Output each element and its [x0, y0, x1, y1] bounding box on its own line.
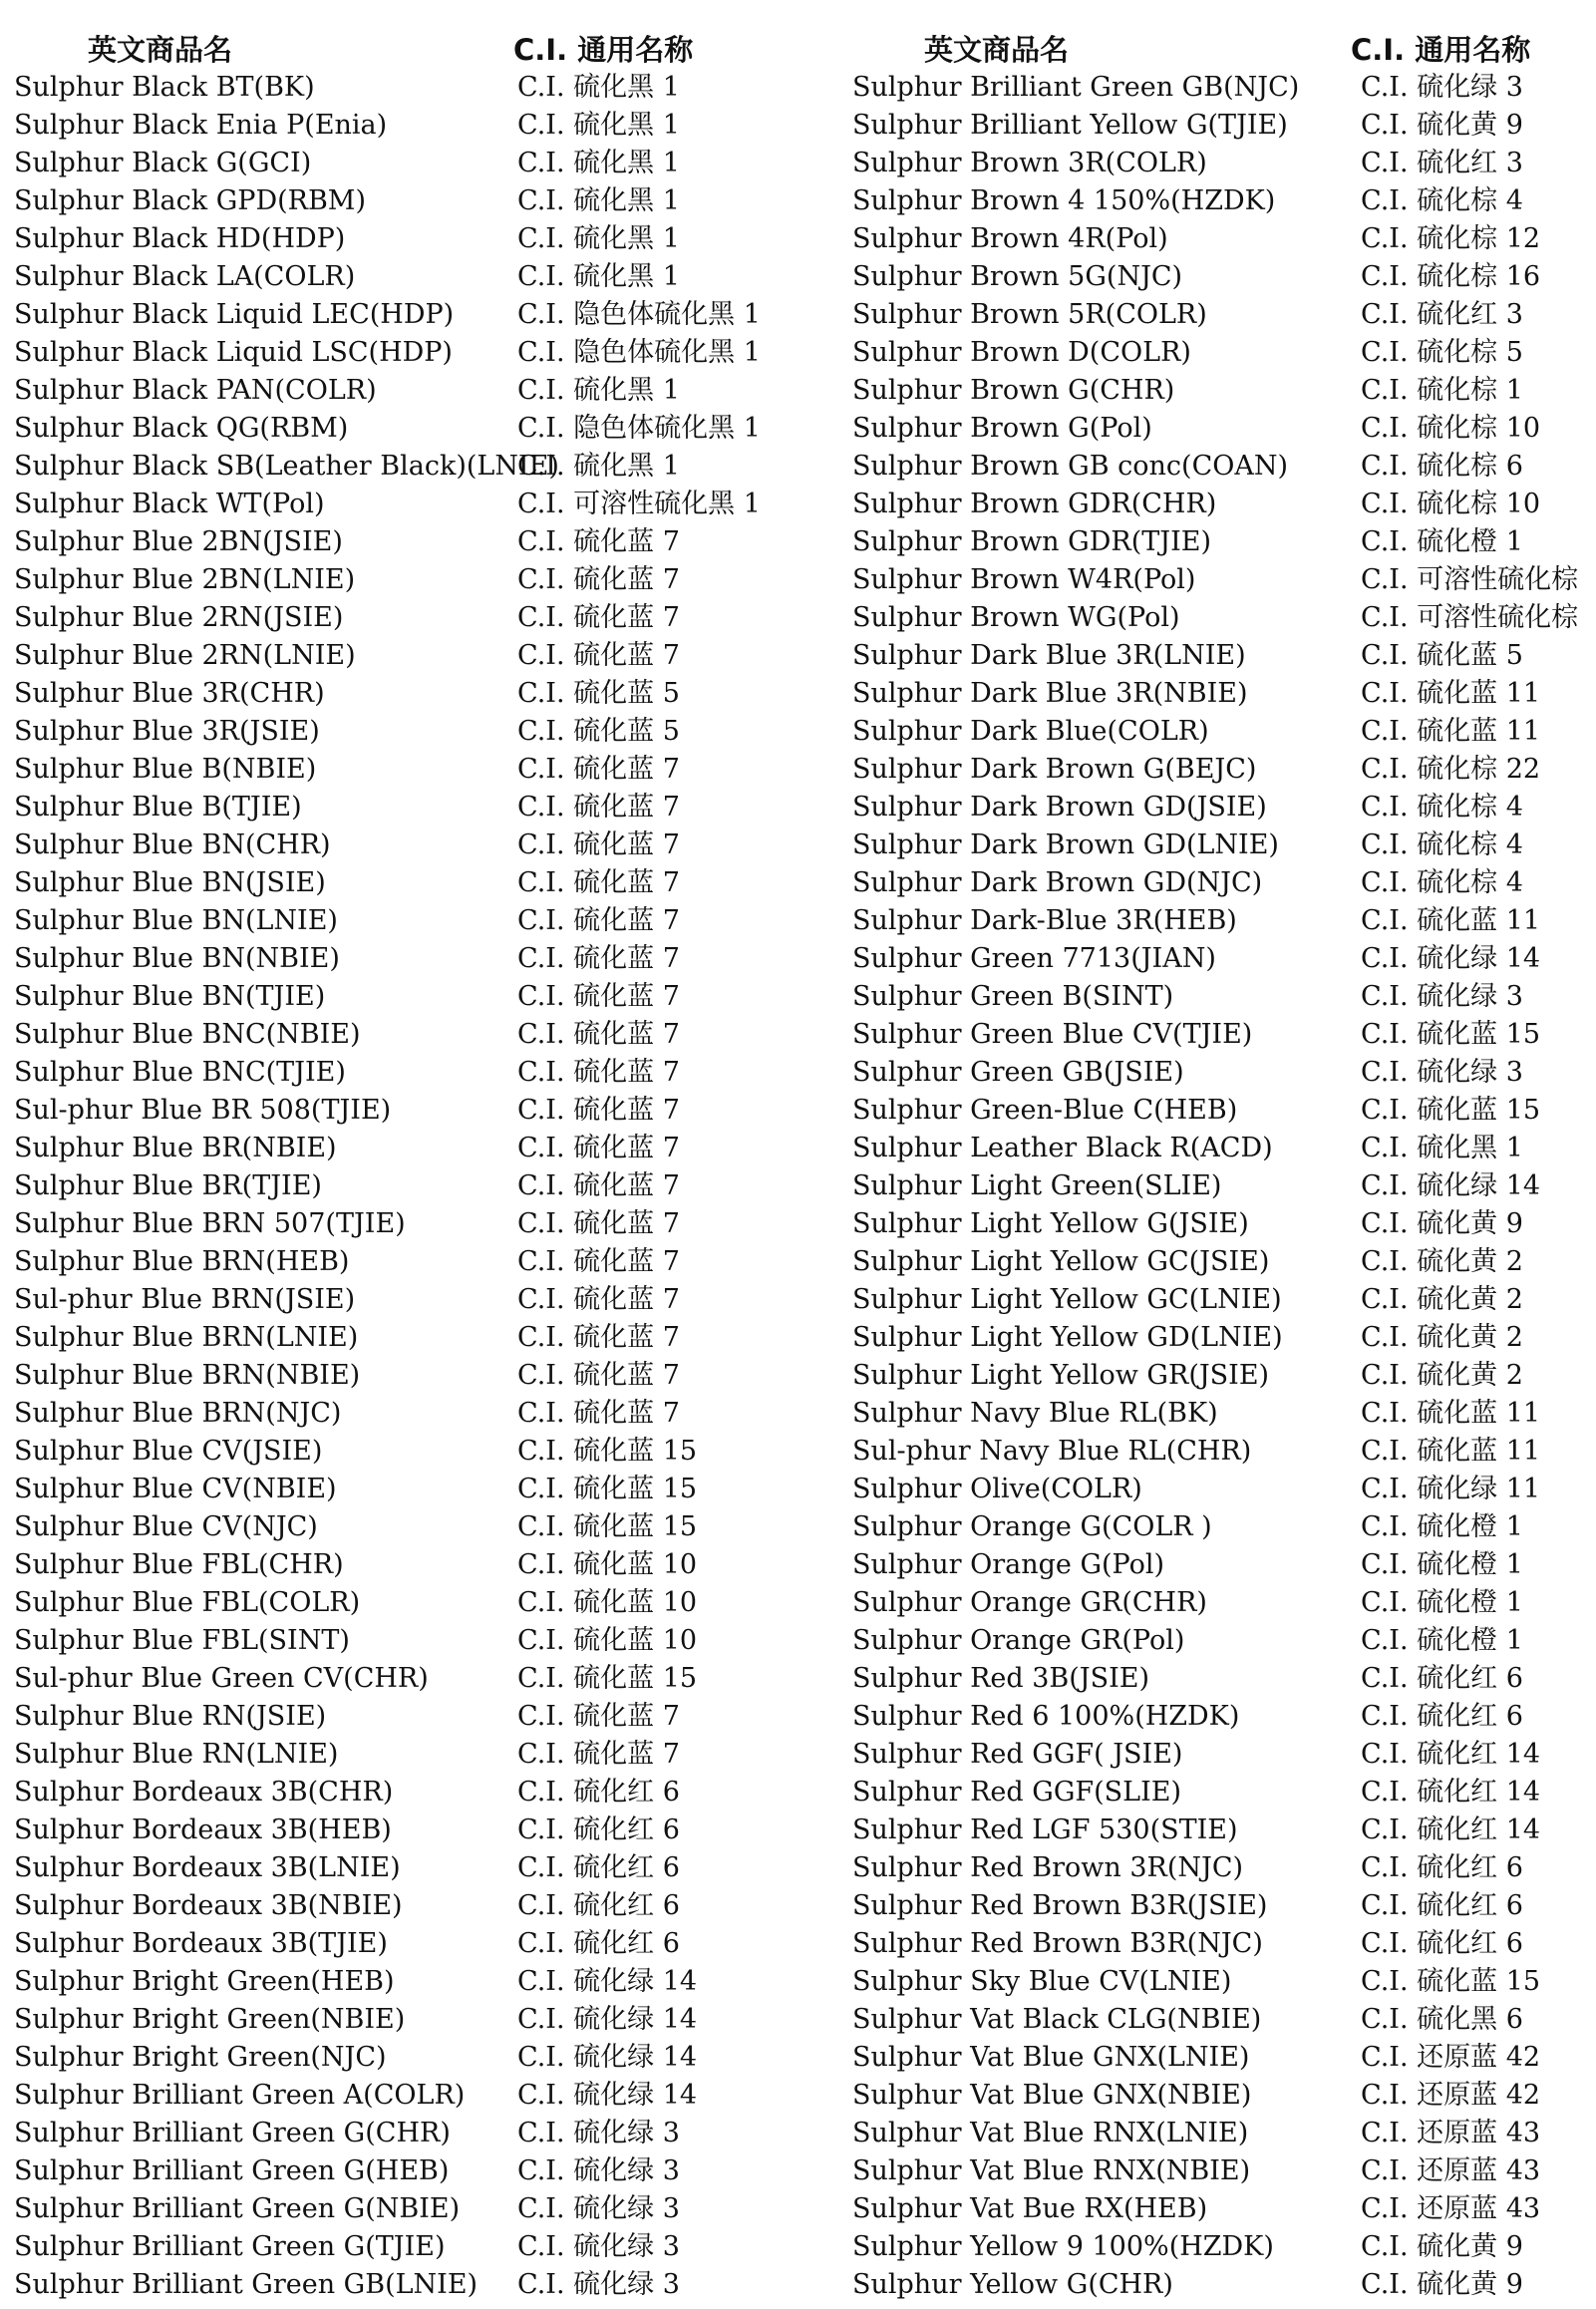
ci-name-cell: C.I. 硫化绿 14	[1361, 943, 1541, 974]
ci-name-cell: C.I. 硫化绿 3	[1361, 72, 1523, 103]
ci-name-cell: C.I. 硫化蓝 7	[517, 1019, 680, 1050]
ci-name-cell: C.I. 硫化黑 1	[517, 261, 680, 292]
ci-name-cell: C.I. 硫化橙 1	[1361, 526, 1523, 557]
trade-name-cell: Sulphur Blue BR(NBIE)	[14, 1133, 337, 1163]
ci-name-cell: C.I. 硫化蓝 5	[517, 716, 680, 747]
trade-name-cell: Sulphur Green Blue CV(TJIE)	[852, 1019, 1253, 1050]
ci-name-cell: C.I. 硫化红 14	[1361, 1739, 1541, 1770]
trade-name-cell: Sulphur Red Brown B3R(NJC)	[852, 1928, 1263, 1959]
trade-name-cell: Sulphur Brilliant Green G(NBIE)	[14, 2193, 461, 2224]
trade-name-cell: Sulphur Red 6 100%(HZDK)	[852, 1701, 1240, 1732]
trade-name-cell: Sulphur Dark Blue(COLR)	[852, 716, 1209, 747]
trade-name-cell: Sulphur Black Enia P(Enia)	[14, 110, 388, 141]
trade-name-cell: Sulphur Brown 4 150%(HZDK)	[852, 185, 1276, 216]
trade-name-cell: Sulphur Bright Green(NJC)	[14, 2042, 387, 2073]
trade-name-cell: Sulphur Blue B(TJIE)	[14, 792, 302, 823]
ci-name-cell: C.I. 硫化蓝 11	[1361, 1436, 1541, 1467]
trade-name-cell: Sulphur Blue BRN(LNIE)	[14, 1322, 359, 1353]
ci-name-cell: C.I. 硫化绿 14	[517, 2042, 698, 2073]
trade-name-cell: Sulphur Black HD(HDP)	[14, 223, 346, 254]
ci-name-cell: C.I. 硫化黑 1	[517, 451, 680, 482]
trade-name-cell: Sulphur Green-Blue C(HEB)	[852, 1095, 1238, 1126]
trade-name-cell: Sulphur Blue BN(TJIE)	[14, 981, 326, 1012]
ci-name-cell: C.I. 硫化红 6	[1361, 1852, 1523, 1883]
trade-name-cell: Sulphur Red LGF 530(STIE)	[852, 1814, 1238, 1845]
trade-name-cell: Sulphur Brown W4R(Pol)	[852, 564, 1196, 595]
ci-name-cell: C.I. 硫化蓝 15	[1361, 1095, 1541, 1126]
trade-name-cell: Sulphur Vat Blue RNX(LNIE)	[852, 2118, 1249, 2148]
ci-name-cell: C.I. 隐色体硫化黑 1	[517, 337, 761, 368]
ci-name-cell: C.I. 硫化蓝 10	[517, 1587, 698, 1618]
trade-name-cell: Sulphur Dark Brown GD(LNIE)	[852, 829, 1279, 860]
trade-name-cell: Sulphur Brown G(Pol)	[852, 413, 1152, 444]
ci-name-cell: C.I. 硫化蓝 10	[517, 1549, 698, 1580]
trade-name-cell: Sulphur Blue BN(NBIE)	[14, 943, 340, 974]
trade-name-cell: Sulphur Brown GB conc(COAN)	[852, 451, 1289, 482]
ci-name-cell: C.I. 硫化蓝 11	[1361, 905, 1541, 936]
ci-name-cell: C.I. 硫化棕 10	[1361, 413, 1541, 444]
ci-name-cell: C.I. 硫化蓝 15	[517, 1663, 698, 1694]
trade-name-cell: Sulphur Blue CV(JSIE)	[14, 1436, 323, 1467]
ci-name-cell: C.I. 硫化橙 1	[1361, 1549, 1523, 1580]
trade-name-cell: Sulphur Red Brown 3R(NJC)	[852, 1852, 1244, 1883]
ci-name-cell: C.I. 硫化黄 2	[1361, 1246, 1523, 1277]
trade-name-cell: Sulphur Black BT(BK)	[14, 72, 315, 103]
trade-name-cell: Sulphur Blue FBL(COLR)	[14, 1587, 361, 1618]
ci-name-cell: C.I. 硫化红 6	[1361, 1890, 1523, 1921]
ci-name-cell: C.I. 硫化橙 1	[1361, 1625, 1523, 1656]
ci-name-cell: C.I. 硫化蓝 7	[517, 754, 680, 785]
ci-name-cell: C.I. 硫化绿 14	[517, 2004, 698, 2035]
trade-name-cell: Sulphur Light Yellow GC(LNIE)	[852, 1284, 1282, 1315]
ci-name-cell: C.I. 硫化红 6	[1361, 1701, 1523, 1732]
ci-name-cell: C.I. 硫化绿 3	[517, 2269, 680, 2300]
ci-name-cell: C.I. 硫化黑 1	[1361, 1133, 1523, 1163]
ci-name-cell: C.I. 硫化蓝 15	[517, 1474, 698, 1504]
ci-name-cell: C.I. 硫化黄 2	[1361, 1360, 1523, 1391]
trade-name-cell: Sulphur Light Yellow G(JSIE)	[852, 1208, 1249, 1239]
ci-name-cell: C.I. 可溶性硫化棕	[1361, 564, 1579, 595]
ci-name-cell: C.I. 硫化蓝 7	[517, 1133, 680, 1163]
trade-name-cell: Sulphur Blue CV(NJC)	[14, 1511, 318, 1542]
trade-name-cell: Sulphur Green B(SINT)	[852, 981, 1174, 1012]
ci-name-cell: C.I. 硫化蓝 7	[517, 829, 680, 860]
ci-name-cell: C.I. 硫化蓝 7	[517, 602, 680, 633]
trade-name-cell: Sulphur Bordeaux 3B(NBIE)	[14, 1890, 403, 1921]
trade-name-cell: Sulphur Blue 2BN(LNIE)	[14, 564, 356, 595]
ci-name-cell: C.I. 硫化蓝 11	[1361, 716, 1541, 747]
trade-name-cell: Sulphur Brown 3R(COLR)	[852, 148, 1207, 178]
trade-name-cell: Sulphur Blue FBL(CHR)	[14, 1549, 344, 1580]
ci-name-cell: C.I. 硫化棕 1	[1361, 375, 1523, 406]
trade-name-cell: Sulphur Black Liquid LSC(HDP)	[14, 337, 453, 368]
ci-name-cell: C.I. 硫化蓝 7	[517, 943, 680, 974]
trade-name-cell: Sulphur Blue BRN 507(TJIE)	[14, 1208, 406, 1239]
ci-name-cell: C.I. 硫化橙 1	[1361, 1511, 1523, 1542]
ci-name-cell: C.I. 硫化黄 9	[1361, 2231, 1523, 2262]
trade-name-cell: Sulphur Black LA(COLR)	[14, 261, 356, 292]
ci-name-cell: C.I. 硫化蓝 7	[517, 1360, 680, 1391]
ci-name-cell: C.I. 硫化橙 1	[1361, 1587, 1523, 1618]
trade-name-cell: Sulphur Brown GDR(CHR)	[852, 489, 1217, 519]
ci-name-cell: C.I. 硫化蓝 11	[1361, 678, 1541, 709]
trade-name-cell: Sulphur Blue BNC(NBIE)	[14, 1019, 361, 1050]
trade-name-cell: Sulphur Blue RN(LNIE)	[14, 1739, 339, 1770]
trade-name-cell: Sulphur Brown G(CHR)	[852, 375, 1175, 406]
ci-name-cell: C.I. 硫化红 6	[1361, 1663, 1523, 1694]
ci-name-cell: C.I. 还原蓝 43	[1361, 2155, 1541, 2186]
ci-name-cell: C.I. 还原蓝 43	[1361, 2118, 1541, 2148]
trade-name-cell: Sulphur Brown GDR(TJIE)	[852, 526, 1211, 557]
ci-name-cell: C.I. 硫化蓝 7	[517, 1701, 680, 1732]
ci-name-cell: C.I. 硫化黑 6	[1361, 2004, 1523, 2035]
ci-name-cell: C.I. 硫化蓝 7	[517, 1284, 680, 1315]
ci-name-cell: C.I. 还原蓝 42	[1361, 2080, 1541, 2111]
trade-name-cell: Sulphur Blue RN(JSIE)	[14, 1701, 327, 1732]
trade-name-cell: Sulphur Blue BRN(HEB)	[14, 1246, 350, 1277]
ci-name-cell: C.I. 硫化红 14	[1361, 1814, 1541, 1845]
ci-name-cell: C.I. 硫化绿 3	[517, 2155, 680, 2186]
ci-name-cell: C.I. 硫化蓝 7	[517, 981, 680, 1012]
trade-name-cell: Sulphur Brilliant Green G(HEB)	[14, 2155, 450, 2186]
trade-name-cell: Sulphur Blue BR(TJIE)	[14, 1170, 322, 1201]
trade-name-cell: Sulphur Brilliant Green G(TJIE)	[14, 2231, 446, 2262]
left-header-name: 英文商品名	[88, 33, 233, 67]
ci-name-cell: C.I. 硫化蓝 7	[517, 867, 680, 898]
trade-name-cell: Sulphur Brilliant Green GB(LNIE)	[14, 2269, 479, 2300]
trade-name-cell: Sulphur Bright Green(HEB)	[14, 1966, 395, 1997]
ci-name-cell: C.I. 硫化蓝 15	[517, 1511, 698, 1542]
trade-name-cell: Sulphur Brown 4R(Pol)	[852, 223, 1168, 254]
ci-name-cell: C.I. 硫化棕 4	[1361, 829, 1523, 860]
trade-name-cell: Sulphur Blue B(NBIE)	[14, 754, 317, 785]
ci-name-cell: C.I. 硫化红 6	[517, 1777, 680, 1808]
trade-name-cell: Sulphur Blue FBL(SINT)	[14, 1625, 350, 1656]
trade-name-cell: Sulphur Red 3B(JSIE)	[852, 1663, 1150, 1694]
ci-name-cell: C.I. 硫化棕 16	[1361, 261, 1541, 292]
trade-name-cell: Sulphur Black Liquid LEC(HDP)	[14, 299, 455, 330]
ci-name-cell: C.I. 可溶性硫化黑 1	[517, 489, 761, 519]
ci-name-cell: C.I. 硫化黄 9	[1361, 110, 1523, 141]
ci-name-cell: C.I. 硫化黑 1	[517, 223, 680, 254]
trade-name-cell: Sulphur Orange GR(CHR)	[852, 1587, 1207, 1618]
trade-name-cell: Sulphur Brilliant Green GB(NJC)	[852, 72, 1300, 103]
ci-name-cell: C.I. 硫化蓝 15	[1361, 1019, 1541, 1050]
trade-name-cell: Sul-phur Navy Blue RL(CHR)	[852, 1436, 1252, 1467]
ci-name-cell: C.I. 硫化绿 14	[517, 1966, 698, 1997]
trade-name-cell: Sulphur Blue BNC(TJIE)	[14, 1057, 346, 1088]
trade-name-cell: Sulphur Blue 3R(CHR)	[14, 678, 325, 709]
ci-name-cell: C.I. 硫化棕 22	[1361, 754, 1541, 785]
ci-name-cell: C.I. 硫化黑 1	[517, 185, 680, 216]
ci-name-cell: C.I. 硫化黑 1	[517, 375, 680, 406]
ci-name-cell: C.I. 硫化黄 9	[1361, 2269, 1523, 2300]
ci-name-cell: C.I. 硫化棕 4	[1361, 792, 1523, 823]
trade-name-cell: Sulphur Blue BRN(NJC)	[14, 1398, 342, 1429]
ci-name-cell: C.I. 硫化绿 11	[1361, 1474, 1541, 1504]
trade-name-cell: Sulphur Vat Blue RNX(NBIE)	[852, 2155, 1251, 2186]
ci-name-cell: C.I. 硫化蓝 7	[517, 640, 680, 671]
ci-name-cell: C.I. 硫化棕 5	[1361, 337, 1523, 368]
ci-name-cell: C.I. 硫化黑 1	[517, 110, 680, 141]
trade-name-cell: Sulphur Blue 2RN(LNIE)	[14, 640, 356, 671]
trade-name-cell: Sulphur Blue BN(CHR)	[14, 829, 331, 860]
trade-name-cell: Sulphur Black SB(Leather Black)(LNIE)	[14, 451, 559, 482]
trade-name-cell: Sulphur Blue 2RN(JSIE)	[14, 602, 344, 633]
ci-name-cell: C.I. 硫化蓝 10	[517, 1625, 698, 1656]
trade-name-cell: Sulphur Black QG(RBM)	[14, 413, 349, 444]
ci-name-cell: C.I. 隐色体硫化黑 1	[517, 413, 761, 444]
ci-name-cell: C.I. 硫化蓝 7	[517, 1398, 680, 1429]
trade-name-cell: Sulphur Black GPD(RBM)	[14, 185, 366, 216]
ci-name-cell: C.I. 硫化绿 3	[517, 2193, 680, 2224]
trade-name-cell: Sulphur Yellow G(CHR)	[852, 2269, 1173, 2300]
trade-name-cell: Sulphur Red GGF( JSIE)	[852, 1739, 1183, 1770]
ci-name-cell: C.I. 硫化红 6	[1361, 1928, 1523, 1959]
ci-name-cell: C.I. 硫化蓝 7	[517, 526, 680, 557]
ci-name-cell: C.I. 硫化蓝 7	[517, 1208, 680, 1239]
ci-name-cell: C.I. 硫化绿 14	[517, 2080, 698, 2111]
ci-name-cell: C.I. 硫化绿 3	[1361, 981, 1523, 1012]
ci-name-cell: C.I. 硫化绿 14	[1361, 1170, 1541, 1201]
ci-name-cell: C.I. 硫化黑 1	[517, 72, 680, 103]
trade-name-cell: Sulphur Light Yellow GR(JSIE)	[852, 1360, 1270, 1391]
trade-name-cell: Sul-phur Blue BR 508(TJIE)	[14, 1095, 392, 1126]
trade-name-cell: Sulphur Blue 2BN(JSIE)	[14, 526, 343, 557]
ci-name-cell: C.I. 硫化蓝 11	[1361, 1398, 1541, 1429]
trade-name-cell: Sulphur Red Brown B3R(JSIE)	[852, 1890, 1268, 1921]
ci-name-cell: C.I. 硫化红 3	[1361, 148, 1523, 178]
ci-name-cell: C.I. 硫化绿 3	[517, 2118, 680, 2148]
trade-name-cell: Sulphur Navy Blue RL(BK)	[852, 1398, 1218, 1429]
trade-name-cell: Sulphur Light Green(SLIE)	[852, 1170, 1222, 1201]
ci-name-cell: C.I. 硫化蓝 7	[517, 564, 680, 595]
trade-name-cell: Sulphur Brown D(COLR)	[852, 337, 1191, 368]
left-header-ci: C.I. 通用名称	[513, 33, 694, 67]
right-header-ci: C.I. 通用名称	[1351, 33, 1531, 67]
trade-name-cell: Sulphur Black WT(Pol)	[14, 489, 325, 519]
trade-name-cell: Sulphur Dark Brown GD(NJC)	[852, 867, 1263, 898]
ci-name-cell: C.I. 硫化棕 6	[1361, 451, 1523, 482]
trade-name-cell: Sulphur Brilliant Green G(CHR)	[14, 2118, 451, 2148]
trade-name-cell: Sulphur Bright Green(NBIE)	[14, 2004, 406, 2035]
ci-name-cell: C.I. 硫化黄 2	[1361, 1284, 1523, 1315]
trade-name-cell: Sulphur Blue 3R(JSIE)	[14, 716, 320, 747]
ci-name-cell: C.I. 硫化蓝 7	[517, 1246, 680, 1277]
trade-name-cell: Sulphur Blue BN(LNIE)	[14, 905, 338, 936]
ci-name-cell: C.I. 硫化红 6	[517, 1814, 680, 1845]
ci-name-cell: C.I. 还原蓝 43	[1361, 2193, 1541, 2224]
trade-name-cell: Sulphur Light Yellow GC(JSIE)	[852, 1246, 1270, 1277]
ci-name-cell: C.I. 硫化黑 1	[517, 148, 680, 178]
trade-name-cell: Sulphur Orange G(COLR )	[852, 1511, 1212, 1542]
trade-name-cell: Sulphur Yellow 9 100%(HZDK)	[852, 2231, 1274, 2262]
ci-name-cell: C.I. 硫化绿 3	[1361, 1057, 1523, 1088]
trade-name-cell: Sulphur Bordeaux 3B(LNIE)	[14, 1852, 401, 1883]
trade-name-cell: Sulphur Brilliant Yellow G(TJIE)	[852, 110, 1288, 141]
trade-name-cell: Sulphur Bordeaux 3B(TJIE)	[14, 1928, 388, 1959]
trade-name-cell: Sulphur Red GGF(SLIE)	[852, 1777, 1181, 1808]
trade-name-cell: Sulphur Brown 5R(COLR)	[852, 299, 1207, 330]
trade-name-cell: Sulphur Vat Blue GNX(LNIE)	[852, 2042, 1250, 2073]
ci-name-cell: C.I. 硫化蓝 7	[517, 792, 680, 823]
trade-name-cell: Sulphur Bordeaux 3B(HEB)	[14, 1814, 392, 1845]
ci-name-cell: C.I. 硫化绿 3	[517, 2231, 680, 2262]
trade-name-cell: Sulphur Leather Black R(ACD)	[852, 1133, 1273, 1163]
trade-name-cell: Sulphur Brown 5G(NJC)	[852, 261, 1183, 292]
ci-name-cell: C.I. 硫化黄 9	[1361, 1208, 1523, 1239]
trade-name-cell: Sulphur Black PAN(COLR)	[14, 375, 377, 406]
ci-name-cell: C.I. 硫化蓝 7	[517, 1095, 680, 1126]
ci-name-cell: C.I. 硫化蓝 7	[517, 1170, 680, 1201]
trade-name-cell: Sulphur Black G(GCI)	[14, 148, 312, 178]
trade-name-cell: Sulphur Dark Brown G(BEJC)	[852, 754, 1257, 785]
trade-name-cell: Sulphur Green 7713(JIAN)	[852, 943, 1216, 974]
ci-name-cell: C.I. 硫化红 6	[517, 1852, 680, 1883]
trade-name-cell: Sulphur Dark Blue 3R(NBIE)	[852, 678, 1248, 709]
trade-name-cell: Sulphur Green GB(JSIE)	[852, 1057, 1184, 1088]
ci-name-cell: C.I. 可溶性硫化棕	[1361, 602, 1579, 633]
trade-name-cell: Sulphur Light Yellow GD(LNIE)	[852, 1322, 1283, 1353]
trade-name-cell: Sul-phur Blue Green CV(CHR)	[14, 1663, 429, 1694]
trade-name-cell: Sulphur Olive(COLR)	[852, 1474, 1142, 1504]
ci-name-cell: C.I. 硫化棕 4	[1361, 867, 1523, 898]
trade-name-cell: Sulphur Vat Blue GNX(NBIE)	[852, 2080, 1252, 2111]
trade-name-cell: Sulphur Orange G(Pol)	[852, 1549, 1165, 1580]
ci-name-cell: C.I. 硫化红 6	[517, 1890, 680, 1921]
trade-name-cell: Sulphur Dark-Blue 3R(HEB)	[852, 905, 1237, 936]
trade-name-cell: Sulphur Orange GR(Pol)	[852, 1625, 1185, 1656]
ci-name-cell: C.I. 硫化蓝 7	[517, 905, 680, 936]
trade-name-cell: Sulphur Vat Bue RX(HEB)	[852, 2193, 1208, 2224]
ci-name-cell: C.I. 硫化蓝 15	[517, 1436, 698, 1467]
ci-name-cell: C.I. 硫化棕 12	[1361, 223, 1541, 254]
trade-name-cell: Sulphur Dark Blue 3R(LNIE)	[852, 640, 1246, 671]
trade-name-cell: Sul-phur Blue BRN(JSIE)	[14, 1284, 356, 1315]
ci-name-cell: C.I. 硫化蓝 7	[517, 1739, 680, 1770]
trade-name-cell: Sulphur Blue CV(NBIE)	[14, 1474, 337, 1504]
ci-name-cell: C.I. 隐色体硫化黑 1	[517, 299, 761, 330]
right-header-name: 英文商品名	[924, 33, 1070, 67]
trade-name-cell: Sulphur Sky Blue CV(LNIE)	[852, 1966, 1232, 1997]
ci-name-cell: C.I. 还原蓝 42	[1361, 2042, 1541, 2073]
ci-name-cell: C.I. 硫化棕 4	[1361, 185, 1523, 216]
ci-name-cell: C.I. 硫化蓝 15	[1361, 1966, 1541, 1997]
ci-name-cell: C.I. 硫化黄 2	[1361, 1322, 1523, 1353]
ci-name-cell: C.I. 硫化蓝 7	[517, 1057, 680, 1088]
ci-name-cell: C.I. 硫化棕 10	[1361, 489, 1541, 519]
trade-name-cell: Sulphur Blue BN(JSIE)	[14, 867, 326, 898]
trade-name-cell: Sulphur Blue BRN(NBIE)	[14, 1360, 361, 1391]
ci-name-cell: C.I. 硫化红 3	[1361, 299, 1523, 330]
trade-name-cell: Sulphur Bordeaux 3B(CHR)	[14, 1777, 394, 1808]
ci-name-cell: C.I. 硫化红 14	[1361, 1777, 1541, 1808]
ci-name-cell: C.I. 硫化蓝 5	[1361, 640, 1523, 671]
trade-name-cell: Sulphur Dark Brown GD(JSIE)	[852, 792, 1267, 823]
ci-name-cell: C.I. 硫化红 6	[517, 1928, 680, 1959]
trade-name-cell: Sulphur Brown WG(Pol)	[852, 602, 1180, 633]
trade-name-cell: Sulphur Vat Black CLG(NBIE)	[852, 2004, 1262, 2035]
trade-name-cell: Sulphur Brilliant Green A(COLR)	[14, 2080, 466, 2111]
ci-name-cell: C.I. 硫化蓝 7	[517, 1322, 680, 1353]
ci-name-cell: C.I. 硫化蓝 5	[517, 678, 680, 709]
